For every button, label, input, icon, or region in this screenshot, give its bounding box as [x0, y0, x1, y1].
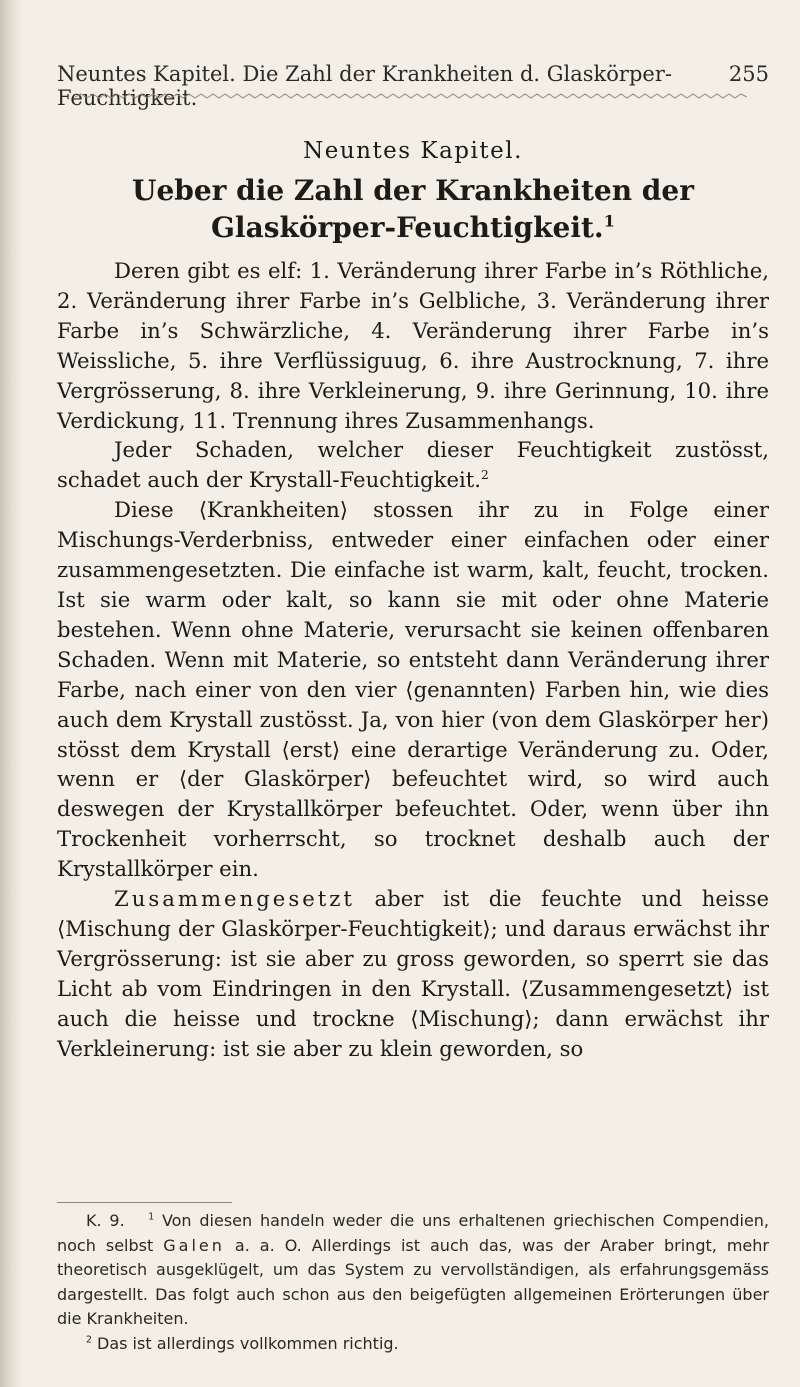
spaced-term: Zusammengesetzt — [114, 886, 355, 912]
chapter-label: Neuntes Kapitel. — [303, 138, 523, 164]
footnote-ref-2: 2 — [481, 468, 489, 483]
footnote-2-text: Das ist allerdings vollkommen richtig. — [97, 1333, 399, 1353]
footnote-1-mark: 1 — [148, 1211, 155, 1223]
footnote-2-mark: 2 — [86, 1334, 92, 1346]
running-title: Neuntes Kapitel. Die Zahl der Krankheiten d. Glaskörper-Feuchtigkeit. — [57, 62, 672, 110]
paragraph-4-text: aber ist die feuchte und heisse ⟨Mischung der Glaskörper-Feuchtigkeit⟩; und daraus erwächst ihr Vergrösserung: ist sie aber zu gross geworden, so sperrt sie das Licht ab vom Eindringen in den Krystall. ⟨Zusammengesetzt⟩ ist auch die heisse und trockne ⟨Mischung⟩; dann erwächst ihr Verkleinerung: ist sie aber zu klein geworden, so — [57, 886, 769, 1061]
chapter-title-text: Ueber die Zahl der Krankheiten der Glaskörper-Feuchtigkeit. — [132, 174, 694, 244]
footnote-1-text-b: a. a. O. Allerdings ist auch das, was der Araber bringt, mehr theoretisch ausgeklügelt, um das System zu vervollständigen, als erfahrungsgemäss dargestellt. Das folgt auch schon aus den beigefügten allgemeinen Erörterungen über die Krankheiten. — [57, 1235, 769, 1328]
ornamental-rule — [75, 92, 747, 100]
paragraph-1: Deren gibt es elf: 1. Veränderung ihrer Farbe in’s Röthliche, 2. Veränderung ihrer Farbe in’s Gelbliche, 3. Veränderung ihrer Farbe in’s Schwärzliche, 4. Veränderung ihrer Farbe in’s Weissliche, 5. ihre Verflüssiguug, 6. ihre Austrocknung, 7. ihre Vergrösserung, 8. ihre Verkleinerung, 9. ihre Gerinnung, 10. ihre Verdickung, 11. Trennung ihres Zusammenhangs. — [57, 258, 769, 433]
paragraph-2 — [57, 435, 769, 495]
chapter-title — [57, 172, 769, 246]
paragraph-3: Diese ⟨Krankheiten⟩ stossen ihr zu in Folge einer Mischungs-Verderbniss, entweder einer einfachen oder einer zusammengesetzten. Die einfache ist warm, kalt, feucht, trocken. Ist sie warm oder kalt, so kann sie mit oder ohne Materie bestehen. Wenn ohne Materie, verursacht sie keinen offenbaren Schaden. Wenn mit Materie, so entsteht dann Veränderung ihrer Farbe, nach einer von den vier ⟨genannten⟩ Farben hin, wie dies auch dem Krystall zustösst. Ja, von hier (von dem Glaskörper her) stösst dem Krystall ⟨erst⟩ eine derartige Veränderung zu. Oder, wenn er ⟨der Glaskörper⟩ befeuchtet wird, so wird auch deswegen der Krystallkörper befeuchtet. Oder, wenn über ihn Trockenheit vorherrscht, so trocknet deshalb auch der Krystallkörper ein. — [57, 497, 769, 882]
footnote-1 — [57, 1209, 769, 1332]
footnote-chapter-ref: K. 9. — [86, 1211, 125, 1230]
paragraph-2-text: Jeder Schaden, welcher dieser Feuchtigkeit zustösst, schadet auch der Krystall-Feuchtigkeit. — [57, 437, 769, 493]
footnote-ref-1: 1 — [603, 211, 615, 231]
paragraph-4 — [57, 884, 769, 1063]
footnote-1-name: Galen — [163, 1235, 225, 1255]
footnote-1-text-a: Von diesen handeln weder die uns erhaltenen griechischen Compendien, noch selbst — [57, 1211, 770, 1255]
body-text — [57, 256, 769, 1063]
running-head — [57, 62, 769, 110]
footnotes — [57, 1209, 769, 1356]
page-number: 255 — [728, 62, 769, 86]
page-edge-shadow — [0, 0, 22, 1387]
footnote-2 — [57, 1332, 769, 1357]
footnote-divider — [57, 1202, 232, 1203]
